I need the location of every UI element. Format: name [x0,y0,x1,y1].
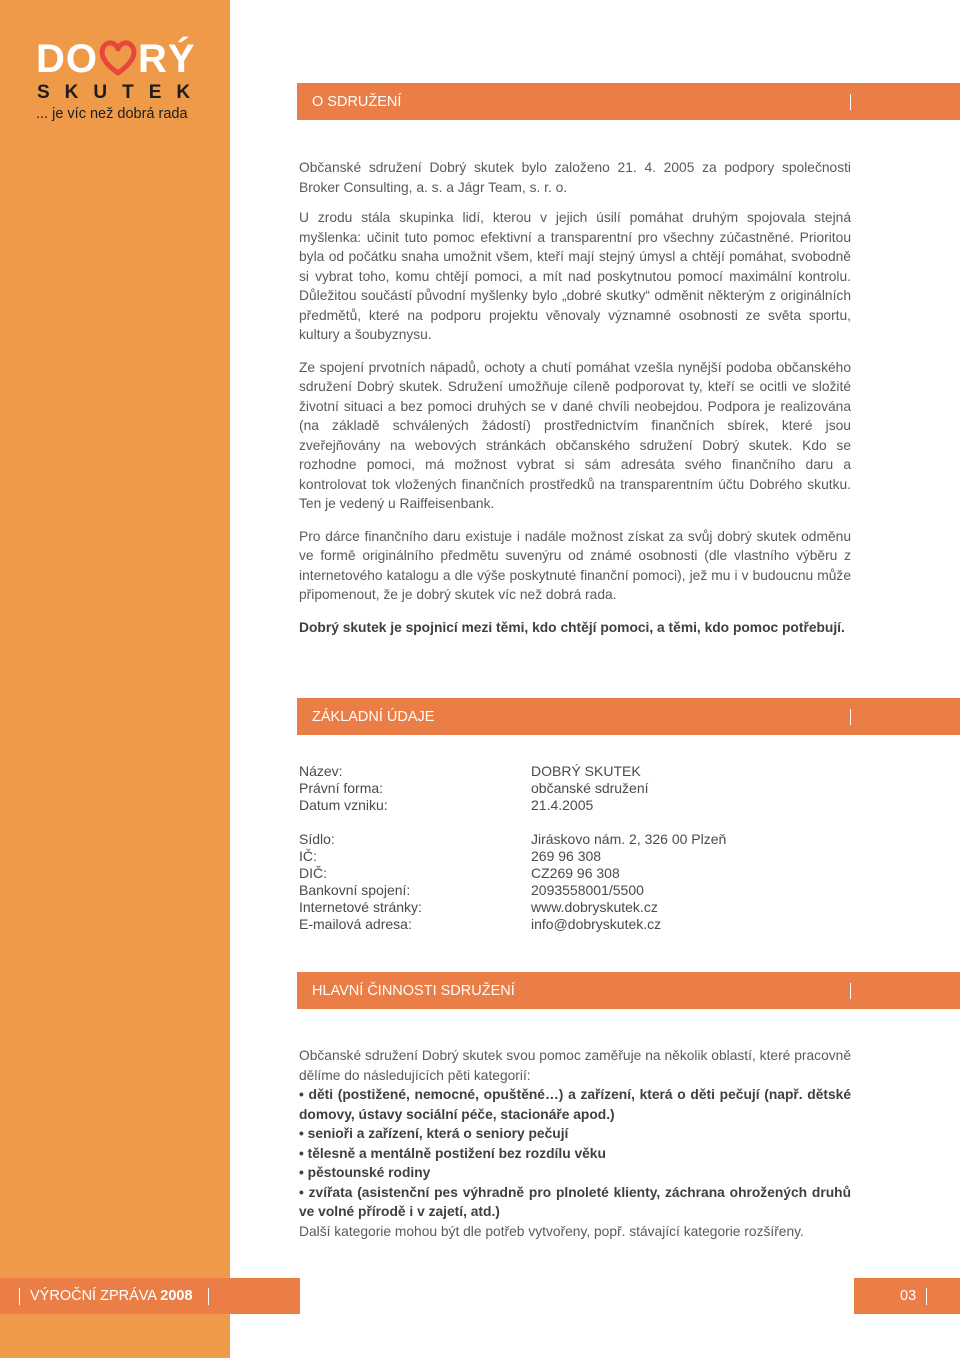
info-value: Jiráskovo nám. 2, 326 00 Plzeň [531,831,727,847]
footer-gap [300,1278,854,1314]
paragraph: Občanské sdružení Dobrý skutek bylo založeno 21. 4. 2005 za podpory společnosti Broker Consulting, a. s. a Jágr Team, s. r. o. [299,160,851,195]
info-label: IČ: [299,848,317,864]
paragraph: Další kategorie mohou být dle potřeb vytvořeny, popř. stávající kategorie rozšířeny. [299,1223,804,1239]
info-row [299,916,859,933]
info-row [299,780,859,797]
section-divider [850,709,851,725]
info-row [299,865,859,882]
report-year: 2008 [160,1288,193,1304]
footer [0,1278,960,1314]
info-label: Internetové stránky: [299,899,422,915]
logo [36,36,206,126]
footer-divider [19,1288,20,1305]
paragraph: U zrodu stála skupinka lidí, kterou v jejich úsilí pomáhat druhým spojovala stejná myšlenka: učinit tuto pomoc efektivní a transparentní pro všechny zúčastněné. Prioritou byla od počátku snaha umožnit všem, kteří mají stejný úmysl a chtějí pomáhat, svobodně si vybrat toho, komu chtějí pomoci, a mít nad poskytnutou pomocí maximální kontrolu. Důležitou součástí původní myšlenky bylo „dobré skutky“ odměnit některým z originálních předmětů, které na podporu projektu věnovaly významné osobnosti ze světa sportu, kultury a šoubyznysu. [299,210,851,342]
website-link[interactable]: www.dobryskutek.cz [531,899,658,915]
info-value: občanské sdružení [531,780,649,796]
list-item: • zvířata (asistenční pes výhradně pro plnoleté klienty, záchrana ohrožených druhů ve volné přírodě i v zajetí, atd.) [299,1184,851,1219]
info-label: Bankovní spojení: [299,882,411,898]
about-text [299,158,851,637]
paragraph-bold: Dobrý skutek je spojnicí mezi těmi, kdo chtějí pomoci, a těmi, kdo pomoc potřebují. [299,619,845,635]
info-value: CZ269 96 308 [531,865,620,881]
logo-word-right: RÝ [138,37,196,81]
section-divider [850,94,851,110]
info-row [299,848,859,865]
left-sidebar [0,0,230,1358]
info-row [299,797,859,814]
report-label: VÝROČNÍ ZPRÁVA [30,1288,157,1304]
activities-text [299,1046,851,1241]
basic-info-group-1 [299,763,859,814]
footer-divider [208,1288,209,1305]
info-value: 269 96 308 [531,848,602,864]
logo-skutek: SKUTEK [37,82,206,103]
section-header-basic-info [297,698,960,735]
info-row [299,831,859,848]
section-divider [850,983,851,999]
footer-divider [926,1288,927,1305]
basic-info-group-2 [299,831,859,933]
section-header-about [297,83,960,120]
paragraph: Občanské sdružení Dobrý skutek svou pomoc zaměřuje na několik oblastí, které pracovně dělíme do následujících pěti kategorií: [299,1048,851,1083]
footer-report-title [30,1278,193,1315]
info-label: Sídlo: [299,831,335,847]
paragraph: Ze spojení prvotních nápadů, ochoty a chutí pomáhat vzešla nynější podoba občanského sdružení Dobrý skutek. Sdružení umožňuje cíleně podporovat ty, kteří se ocitli ve složité životní situaci a bez pomoci druhých se v dané chvíli neobejdou. Podpora je realizována (na základě schválených žádostí) prostřednictvím finančních sbírek, které jsou zveřejňovány na webových stránkách občanského sdružení Dobrý skutek. Kdo se rozhodne pomoci, má možnost vybrat si sám adresáta svého finančního daru a kontrolovat tok vložených finančních prostředků na transparentním účtu Dobrého skutku. Ten je vedený u Raiffeisenbank. [299,359,851,511]
info-label: Datum vzniku: [299,797,388,813]
logo-wordmark [36,36,196,82]
info-row [299,763,859,780]
paragraph: Pro dárce finančního daru existuje i nadále možnost získat za svůj dobrý skutek odměnu ve formě originálního předmětu suvenýru od známé osobnosti (dle vlastního výběru z internetového katalogu a dle výše poskytnuté finanční pomoci), jež mu i v budoucnu může připomenout, že je dobrý skutek víc než dobrá rada. [299,528,851,602]
page-number: 03 [900,1288,917,1304]
info-row [299,899,859,916]
section-title: ZÁKLADNÍ ÚDAJE [312,709,435,725]
list-item: • děti (postižené, nemocné, opuštěné…) a zařízení, která o děti pečují (např. dětské domovy, ústavy sociální péče, stacionáře apod.) [299,1087,851,1122]
info-row [299,882,859,899]
info-label: DIČ: [299,865,327,881]
list-item: • senioři a zařízení, která o seniory pečují [299,1126,569,1141]
info-value: DOBRÝ SKUTEK [531,763,641,779]
list-item: • pěstounské rodiny [299,1165,431,1180]
info-value: 2093558001/5500 [531,882,644,898]
email-link[interactable]: info@dobryskutek.cz [531,916,662,932]
heart-icon [98,38,138,78]
list-item: • tělesně a mentálně postižení bez rozdílu věku [299,1145,606,1161]
info-label: E-mailová adresa: [299,916,412,932]
logo-word-left: DO [36,37,98,81]
section-title: O SDRUŽENÍ [312,94,402,110]
info-value: 21.4.2005 [531,797,594,813]
info-label: Právní forma: [299,780,384,796]
section-header-activities [297,972,960,1009]
section-title: HLAVNÍ ČINNOSTI SDRUŽENÍ [312,983,515,999]
info-label: Název: [299,763,343,779]
logo-tagline: ... je víc než dobrá rada [36,106,188,122]
